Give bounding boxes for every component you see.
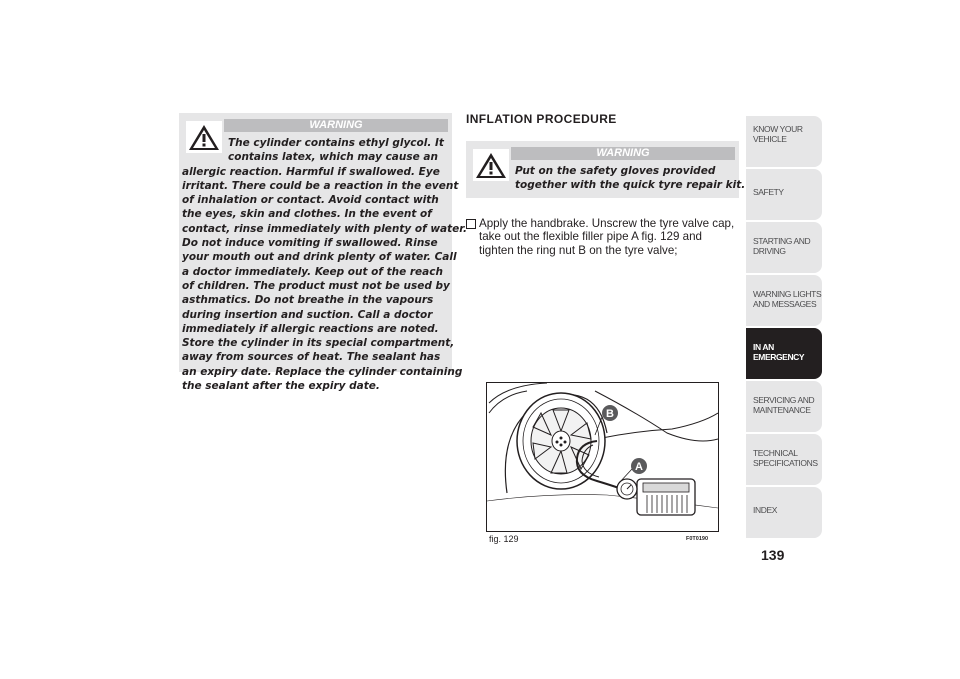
tab-label: STARTING AND bbox=[753, 236, 811, 246]
section-title: INFLATION PROCEDURE bbox=[466, 112, 617, 126]
bullet-line: take out the flexible filler pipe A fig. 129 and bbox=[479, 230, 703, 244]
tab-label: EMERGENCY bbox=[753, 352, 805, 362]
warning-line: an expiry date. Replace the cylinder containing bbox=[182, 365, 463, 378]
tab-know-your-vehicle[interactable] bbox=[746, 116, 822, 167]
warning-line: irritant. There could be a reaction in the event bbox=[182, 179, 459, 192]
tab-label: MAINTENANCE bbox=[753, 405, 811, 415]
page-number: 139 bbox=[761, 547, 785, 563]
warning-line: your mouth out and drink plenty of water. Call bbox=[182, 251, 457, 264]
warning-line: contains latex, which may cause an bbox=[228, 151, 438, 164]
warning-line: of inhalation or contact. Avoid contact with bbox=[182, 194, 439, 207]
tab-technical-specifications[interactable] bbox=[746, 434, 822, 485]
tab-label: INDEX bbox=[753, 505, 777, 515]
tab-label: IN AN bbox=[753, 342, 774, 352]
tab-servicing-and-maintenance[interactable] bbox=[746, 381, 822, 432]
checkbox-bullet-icon bbox=[466, 219, 476, 229]
warning-line: contact, rinse immediately with plenty of water. bbox=[182, 222, 467, 235]
warning-line: allergic reaction. Harmful if swallowed. Eye bbox=[182, 165, 440, 178]
tab-index[interactable] bbox=[746, 487, 822, 538]
figure-code: F0T0190 bbox=[686, 536, 709, 542]
figure-label-a: A bbox=[635, 461, 643, 473]
bullet-line: Apply the handbrake. Unscrew the tyre valve cap, bbox=[479, 217, 735, 230]
warning-text bbox=[179, 136, 467, 393]
warning-line: Do not induce vomiting if swallowed. Rinse bbox=[182, 237, 438, 250]
tab-label: KNOW YOUR bbox=[753, 124, 803, 134]
warning-text bbox=[466, 164, 746, 193]
tab-label: DRIVING bbox=[753, 246, 786, 256]
warning-header: WARNING bbox=[511, 147, 735, 160]
tab-warning-lights[interactable] bbox=[746, 275, 822, 326]
warning-line: immediately if allergic reactions are noted. bbox=[182, 322, 439, 335]
tab-starting-and-driving[interactable] bbox=[746, 222, 822, 273]
warning-box-cylinder bbox=[179, 113, 467, 393]
tab-label: WARNING LIGHTS bbox=[753, 289, 822, 299]
warning-line: together with the quick tyre repair kit. bbox=[515, 179, 746, 192]
figure-caption: fig. 129 bbox=[489, 534, 519, 544]
warning-box-gloves bbox=[466, 141, 746, 198]
warning-line: a doctor immediately. Keep out of the reach bbox=[182, 265, 443, 278]
tab-label: VEHICLE bbox=[753, 134, 787, 144]
figure-label-b: B bbox=[606, 408, 614, 420]
warning-line: Put on the safety gloves provided bbox=[515, 165, 716, 177]
warning-line: the eyes, skin and clothes. In the event of bbox=[182, 208, 432, 221]
tyre-compressor-illustration bbox=[487, 383, 718, 531]
tab-in-an-emergency[interactable] bbox=[746, 328, 822, 379]
warning-line: The cylinder contains ethyl glycol. It bbox=[228, 137, 444, 149]
warning-header: WARNING bbox=[224, 119, 448, 132]
bullet-item-handbrake bbox=[466, 217, 736, 257]
tab-label: TECHNICAL bbox=[753, 448, 798, 458]
bullet-line: tighten the ring nut B on the tyre valve; bbox=[479, 243, 678, 257]
tab-label: AND MESSAGES bbox=[753, 299, 817, 309]
warning-line: Store the cylinder in its special compartment, bbox=[182, 337, 455, 350]
tab-safety[interactable] bbox=[746, 169, 822, 220]
warning-line: asthmatics. Do not breathe in the vapours bbox=[182, 294, 434, 307]
figure-tyre-repair bbox=[486, 382, 719, 532]
tab-label: SAFETY bbox=[753, 187, 784, 197]
tab-label: SERVICING AND bbox=[753, 395, 815, 405]
warning-line: during insertion and suction. Call a doctor bbox=[182, 308, 433, 321]
warning-line: of children. The product must not be used by bbox=[182, 279, 450, 292]
warning-line: the sealant after the expiry date. bbox=[182, 380, 380, 393]
warning-line: away from sources of heat. The sealant has bbox=[182, 351, 441, 364]
tab-label: SPECIFICATIONS bbox=[753, 458, 818, 468]
